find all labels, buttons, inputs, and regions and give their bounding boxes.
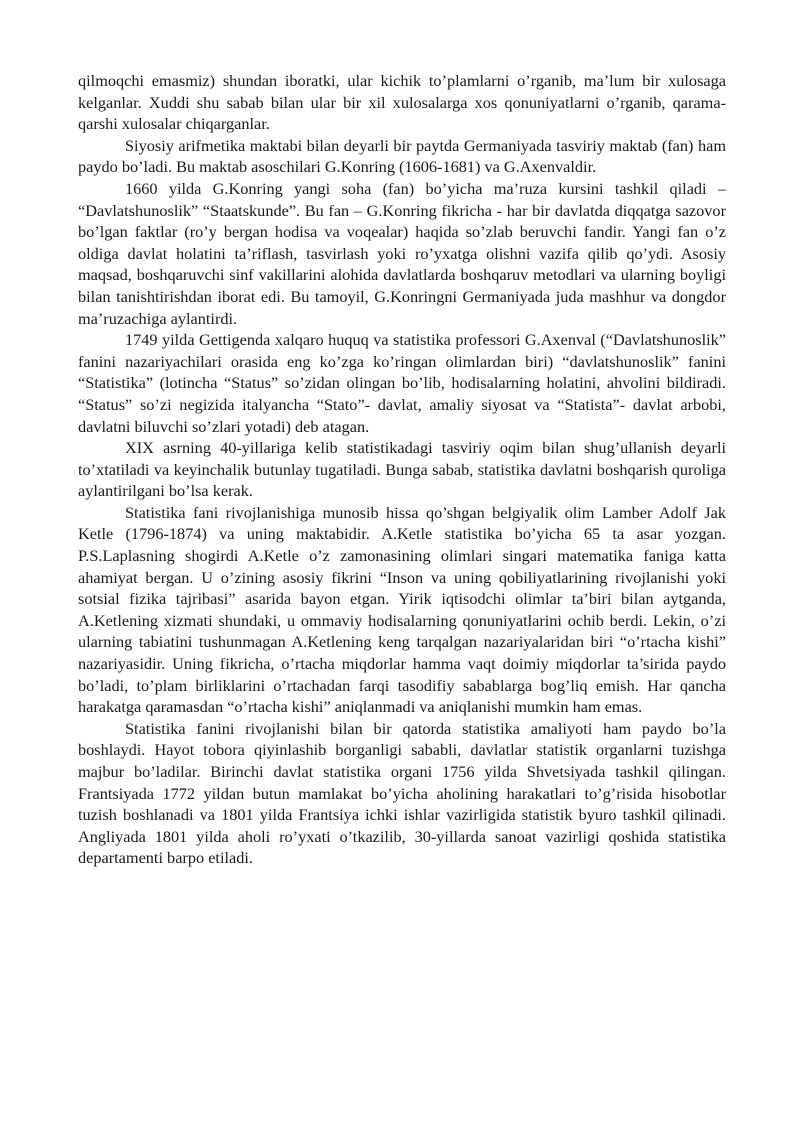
paragraph-axenval-statistics: 1749 yilda Gettigenda xalqaro huquq va statistika professori G.Axenval (“Davlatshunoslik” fanini nazariyachilari orasida eng ko’zga ko’ringan olimlardan biri) “davlatshunoslik” fanini “Statistika” (lotincha “Status” so’zidan olingan bo’lib, hodisalarning holatini, ahvolini bildiradi. “Status” so’zi negizida italyancha “Stato”- davlat, amaliy siyosat va “Statista”- davlat arbobi, davlatni biluvchi so’zlari yotadi) deb atagan. [78, 330, 726, 436]
paragraph-descriptive-school: Siyosiy arifmetika maktabi bilan deyarli bir paytda Germaniyada tasviriy maktab (fan) ham paydo bo’ladi. Bu maktab asoschilari G.Konring (1606-1681) va G.Axenvaldir. [78, 135, 726, 177]
paragraph-continuation: qilmoqchi emasmiz) shundan iboratki, ular kichik to’plamlarni o’rganib, ma’lum bir xulosaga kelganlar. Xuddi shu sabab bilan ular bir xil xulosalarga xos qonuniyatlarni o’rganib, qarama-qarshi xulosalar chiqarganlar. [78, 71, 726, 134]
paragraph-statistics-practice: Statistika fanini rivojlanishi bilan bir qatorda statistika amaliyoti ham paydo bo’la boshlaydi. Hayot tobora qiyinlashib borganligi sababli, davlatlar statistik organlarni tuzishga majbur bo’ladilar. Birinchi davlat statistika organi 1756 yilda Shvetsiyada tashkil qilingan. Frantsiyada 1772 yildan butun mamlakat bo’yicha aholining harakatlari to’g’risida hisobotlar tuzish boshlanadi va 1801 yilda Frantsiya ichki ishlar vazirligida statistik byuro tashkil qilinadi. Angliyada 1801 yilda aholi ro’yxati o’tkazilib, 30-yillarda sanoat vazirligi qoshida statistika departamenti barpo etiladi. [78, 718, 726, 868]
paragraph-ketle: Statistika fani rivojlanishiga munosib hissa qo’shgan belgiyalik olim Lamber Adolf Jak Ketle (1796-1874) va uning maktabidir. A.Ketle statistika bo’yicha 65 ta asar yozgan. P.S.Laplasning shogirdi A.Ketle o’z zamonasining olimlari singari matematika faniga katta ahamiyat bergan. U o’zining asosiy fikrini “Inson va uning qobiliyatlarining rivojlanishi yoki sotsial fizika tajribasi” asarida bayon etgan. Yirik iqtisodchi olimlar ta’biri bilan aytganda, A.Ketlening xizmati shundaki, u ommaviy hodisalarning qonuniyatlarini ochib berdi. Lekin, o’zi ularning tabiatini tushunmagan A.Ketlening keng tarqalgan nazariyalaridan biri “o’rtacha kishi” nazariyasidir. Uning fikricha, o’rtacha miqdorlar hamma vaqt doimiy miqdorlar ta’sirida paydo bo’ladi, to’plam birliklarini o’rtachadan farqi tasodifiy sabablarga bog’liq emish. Har qancha harakatga qaramasdan “o’rtacha kishi” aniqlanmadi va aniqlanishi mumkin ham emas. [78, 502, 726, 717]
paragraph-19th-century: XIX asrning 40-yillariga kelib statistikadagi tasviriy oqim bilan shug’ullanish deyarli to’xtatiladi va keyinchalik butunlay tugatiladi. Bunga sabab, statistika davlatni boshqarish quroliga aylantirilgani bo’lsa kerak. [78, 438, 726, 501]
paragraph-konring-lectures: 1660 yilda G.Konring yangi soha (fan) bo’yicha ma’ruza kursini tashkil qiladi – “Davlatshunoslik” “Staatskunde”. Bu fan – G.Konring fikricha - har bir davlatda diqqatga sazovor bo’lgan faktlar (ro’y bergan hodisa va voqealar) haqida so’zlab beruvchi fandir. Yangi fan o’z oldiga davlat holatini ta’riflash, tasvirlash yoki ro’yxatga olishni vazifa qilib qo’ydi. Asosiy maqsad, boshqaruvchi sinf vakillarini alohida davlatlarda boshqaruv metodlari va ularning boyligi bilan tanishtirishdan iborat edi. Bu tamoyil, G.Konringni Germaniyada juda mashhur va dongdor ma’ruzachiga aylantirdi. [78, 178, 726, 328]
document-page [78, 70, 726, 869]
